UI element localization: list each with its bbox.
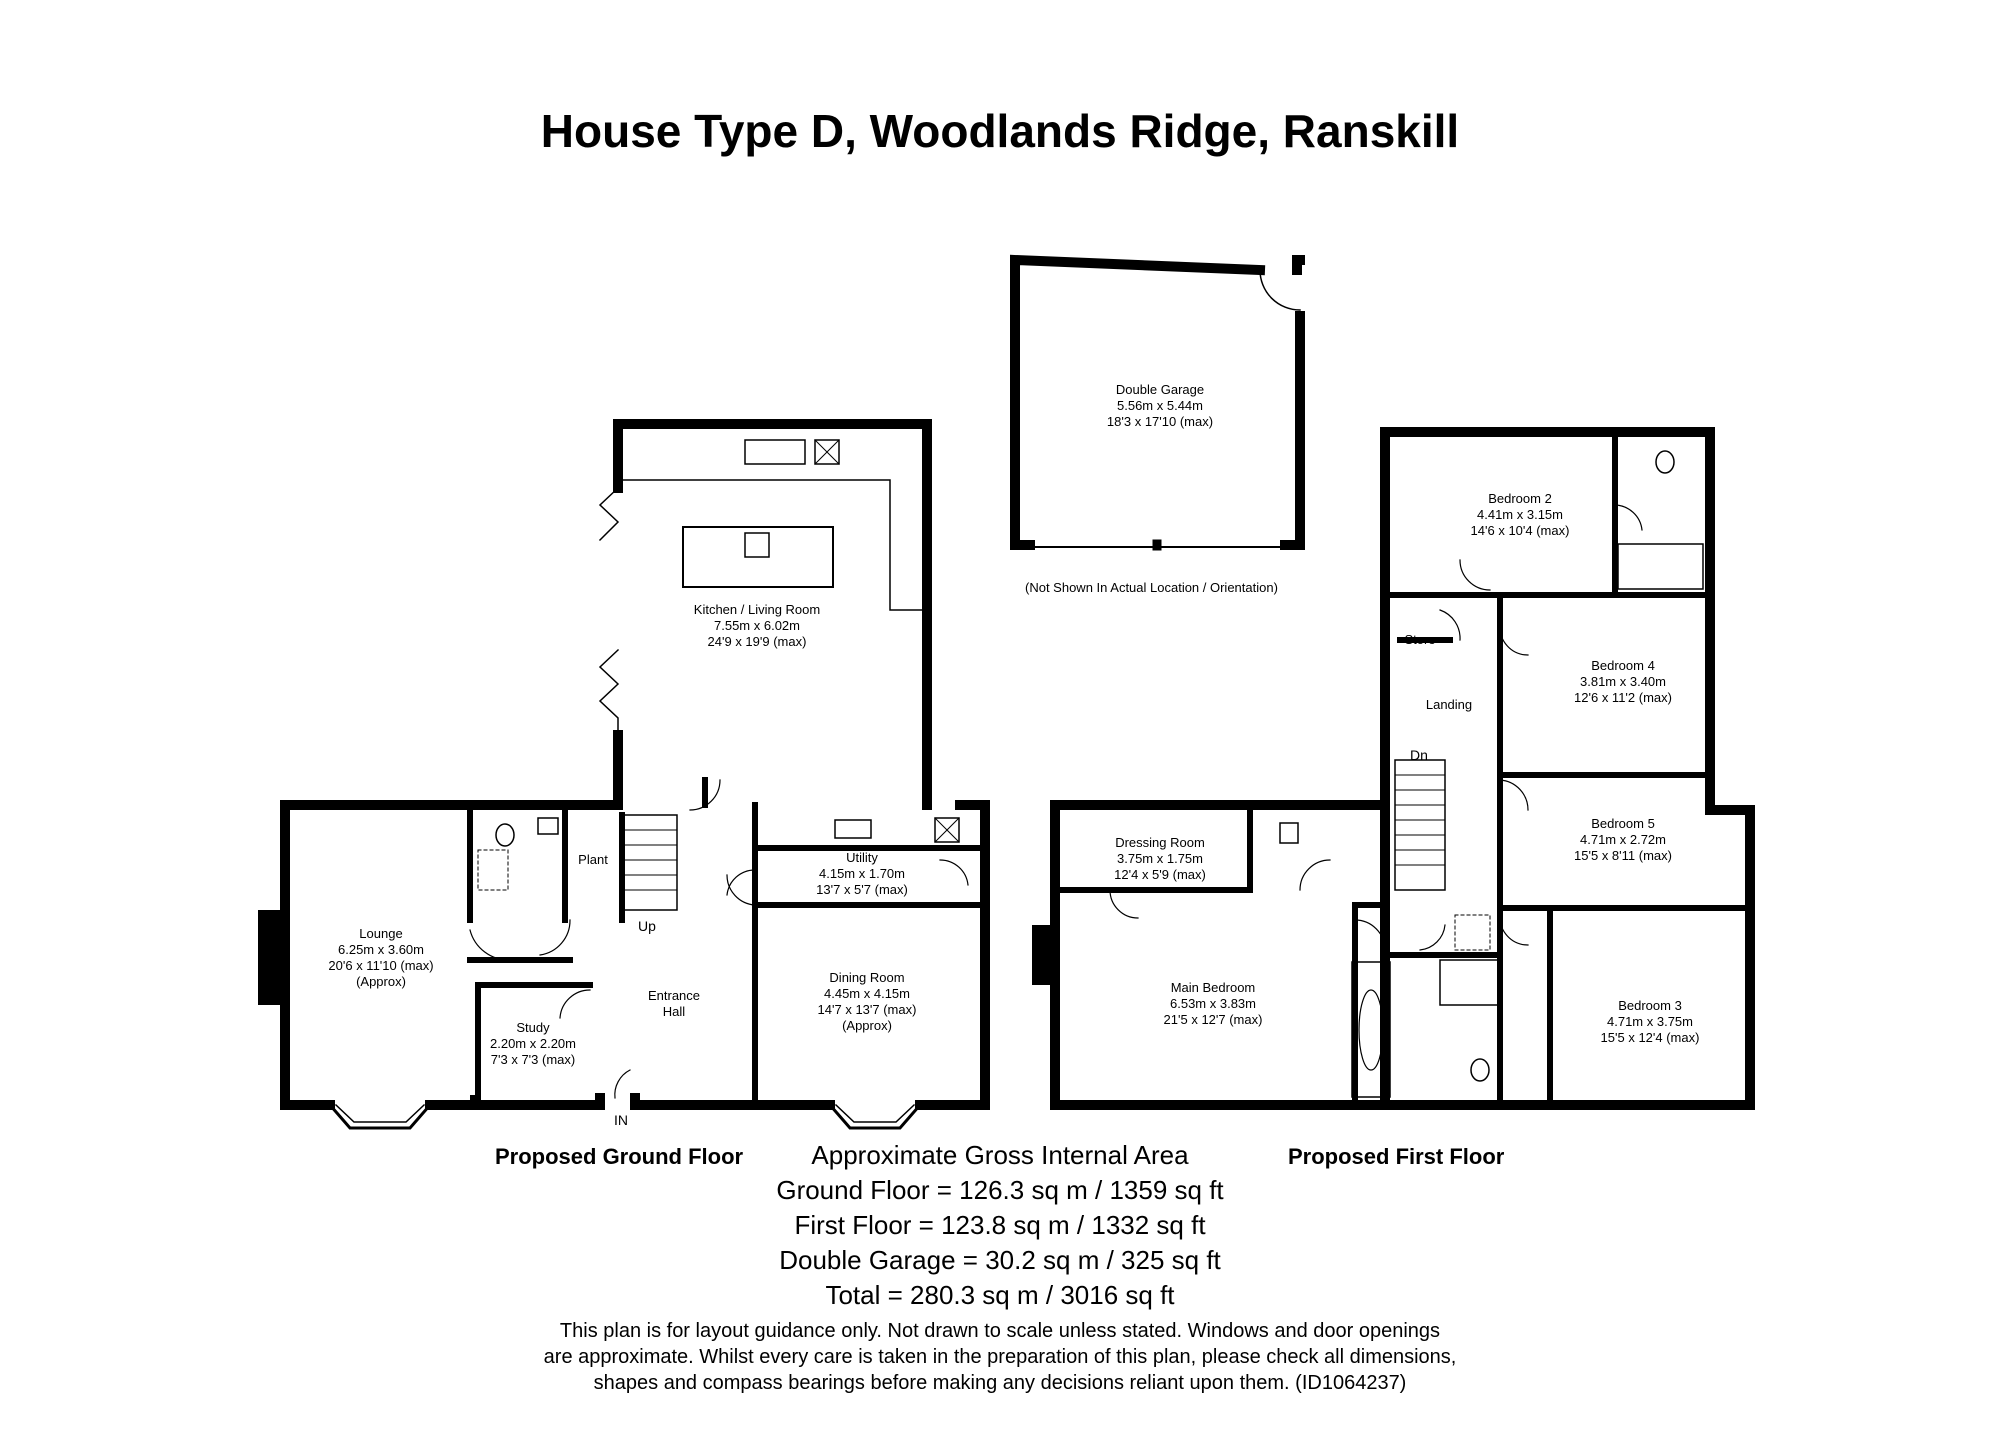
room-utility xyxy=(816,850,908,898)
room-dressing xyxy=(1114,835,1206,883)
room-lounge xyxy=(328,926,433,990)
room-name: Double Garage xyxy=(1115,382,1205,397)
stairs-down-label: Dn xyxy=(1410,747,1428,763)
room-metric: 3.81m x 3.40m xyxy=(1580,674,1666,689)
room-name: Bedroom 3 xyxy=(1618,998,1682,1013)
room-bedroom-5 xyxy=(1574,816,1672,864)
room-imperial: 13'7 x 5'7 (max) xyxy=(816,882,908,897)
area-garage: Double Garage = 30.2 sq m / 325 sq ft xyxy=(779,1245,1221,1275)
room-metric: 2.20m x 2.20m xyxy=(490,1036,576,1051)
area-first: First Floor = 123.8 sq m / 1332 sq ft xyxy=(794,1210,1206,1240)
room-imperial: 20'6 x 11'10 (max) xyxy=(328,958,434,973)
area-heading: Approximate Gross Internal Area xyxy=(811,1140,1189,1170)
room-metric: 4.41m x 3.15m xyxy=(1477,507,1563,522)
room-double-garage xyxy=(1107,382,1213,430)
room-note: (Approx) xyxy=(842,1018,892,1033)
disclaimer-line-1: This plan is for layout guidance only. Not drawn to scale unless stated. Windows and door openings xyxy=(559,1320,1441,1342)
room-bedroom-3 xyxy=(1601,998,1700,1046)
room-note: (Approx) xyxy=(356,974,406,989)
disclaimer xyxy=(0,1318,2000,1396)
room-study xyxy=(490,1020,576,1068)
room-metric: 3.75m x 1.75m xyxy=(1116,851,1203,866)
room-metric: 5.56m x 5.44m xyxy=(1116,398,1203,413)
room-landing xyxy=(1426,697,1472,713)
disclaimer-line-3: shapes and compass bearings before making any decisions reliant upon them. (ID1064237) xyxy=(593,1372,1407,1394)
room-imperial: 21'5 x 12'7 (max) xyxy=(1163,1012,1263,1027)
ground-floor-label: Proposed Ground Floor xyxy=(495,1144,744,1169)
entrance-label: IN xyxy=(614,1112,628,1128)
room-metric: 4.45m x 4.15m xyxy=(824,986,910,1001)
room-name: Dressing Room xyxy=(1115,835,1205,850)
room-metric: 7.55m x 6.02m xyxy=(713,618,800,633)
room-bedroom-2 xyxy=(1471,491,1570,539)
stairs-up-label: Up xyxy=(638,918,656,934)
room-imperial: 12'6 x 11'2 (max) xyxy=(1574,690,1672,705)
room-imperial: 18'3 x 17'10 (max) xyxy=(1106,414,1214,429)
room-imperial: 12'4 x 5'9 (max) xyxy=(1114,867,1206,882)
plan-title: House Type D, Woodlands Ridge, Ranskill xyxy=(540,105,1460,157)
area-total: Total = 280.3 sq m / 3016 sq ft xyxy=(825,1280,1175,1310)
garage-note: (Not Shown In Actual Location / Orientation) xyxy=(1025,580,1278,595)
room-imperial: 15'5 x 8'11 (max) xyxy=(1574,848,1672,863)
disclaimer-line-2: are approximate. Whilst every care is taken in the preparation of this plan, please check all dimensions, xyxy=(543,1346,1457,1368)
room-dining xyxy=(818,970,917,1034)
room-entrance-hall xyxy=(648,988,700,1020)
room-name: Bedroom 4 xyxy=(1591,658,1655,673)
room-kitchen xyxy=(694,602,820,650)
room-plant xyxy=(578,852,608,868)
room-imperial: 14'7 x 13'7 (max) xyxy=(817,1002,917,1017)
gross-internal-area xyxy=(0,1138,2000,1313)
first-floor-label: Proposed First Floor xyxy=(1288,1144,1505,1169)
room-name: Main Bedroom xyxy=(1170,980,1256,995)
room-imperial: 24'9 x 19'9 (max) xyxy=(707,634,807,649)
room-bedroom-4 xyxy=(1574,658,1672,706)
room-name: Utility xyxy=(846,850,878,865)
room-metric: 4.15m x 1.70m xyxy=(818,866,905,881)
room-metric: 4.71m x 3.75m xyxy=(1607,1014,1693,1029)
room-name: Study xyxy=(516,1020,550,1035)
room-name: Lounge xyxy=(359,926,403,941)
room-metric: 6.25m x 3.60m xyxy=(337,942,424,957)
room-store xyxy=(1404,632,1435,648)
room-imperial: 14'6 x 10'4 (max) xyxy=(1470,523,1570,538)
room-name: Entrance xyxy=(647,988,701,1003)
room-name: Plant xyxy=(578,852,608,867)
room-metric: 6.53m x 3.83m xyxy=(1170,996,1256,1011)
room-name: Kitchen / Living Room xyxy=(693,602,821,617)
room-name: Bedroom 5 xyxy=(1591,816,1655,831)
room-name: Bedroom 2 xyxy=(1488,491,1552,506)
room-imperial: 15'5 x 12'4 (max) xyxy=(1600,1030,1700,1045)
room-name: Dining Room xyxy=(829,970,905,985)
room-main-bedroom xyxy=(1164,980,1263,1028)
room-name: Store xyxy=(1404,632,1436,647)
area-ground: Ground Floor = 126.3 sq m / 1359 sq ft xyxy=(776,1175,1224,1205)
room-name: Landing xyxy=(1425,697,1473,712)
room-name-line2: Hall xyxy=(662,1004,686,1019)
room-metric: 4.71m x 2.72m xyxy=(1580,832,1666,847)
room-imperial: 7'3 x 7'3 (max) xyxy=(490,1052,576,1067)
